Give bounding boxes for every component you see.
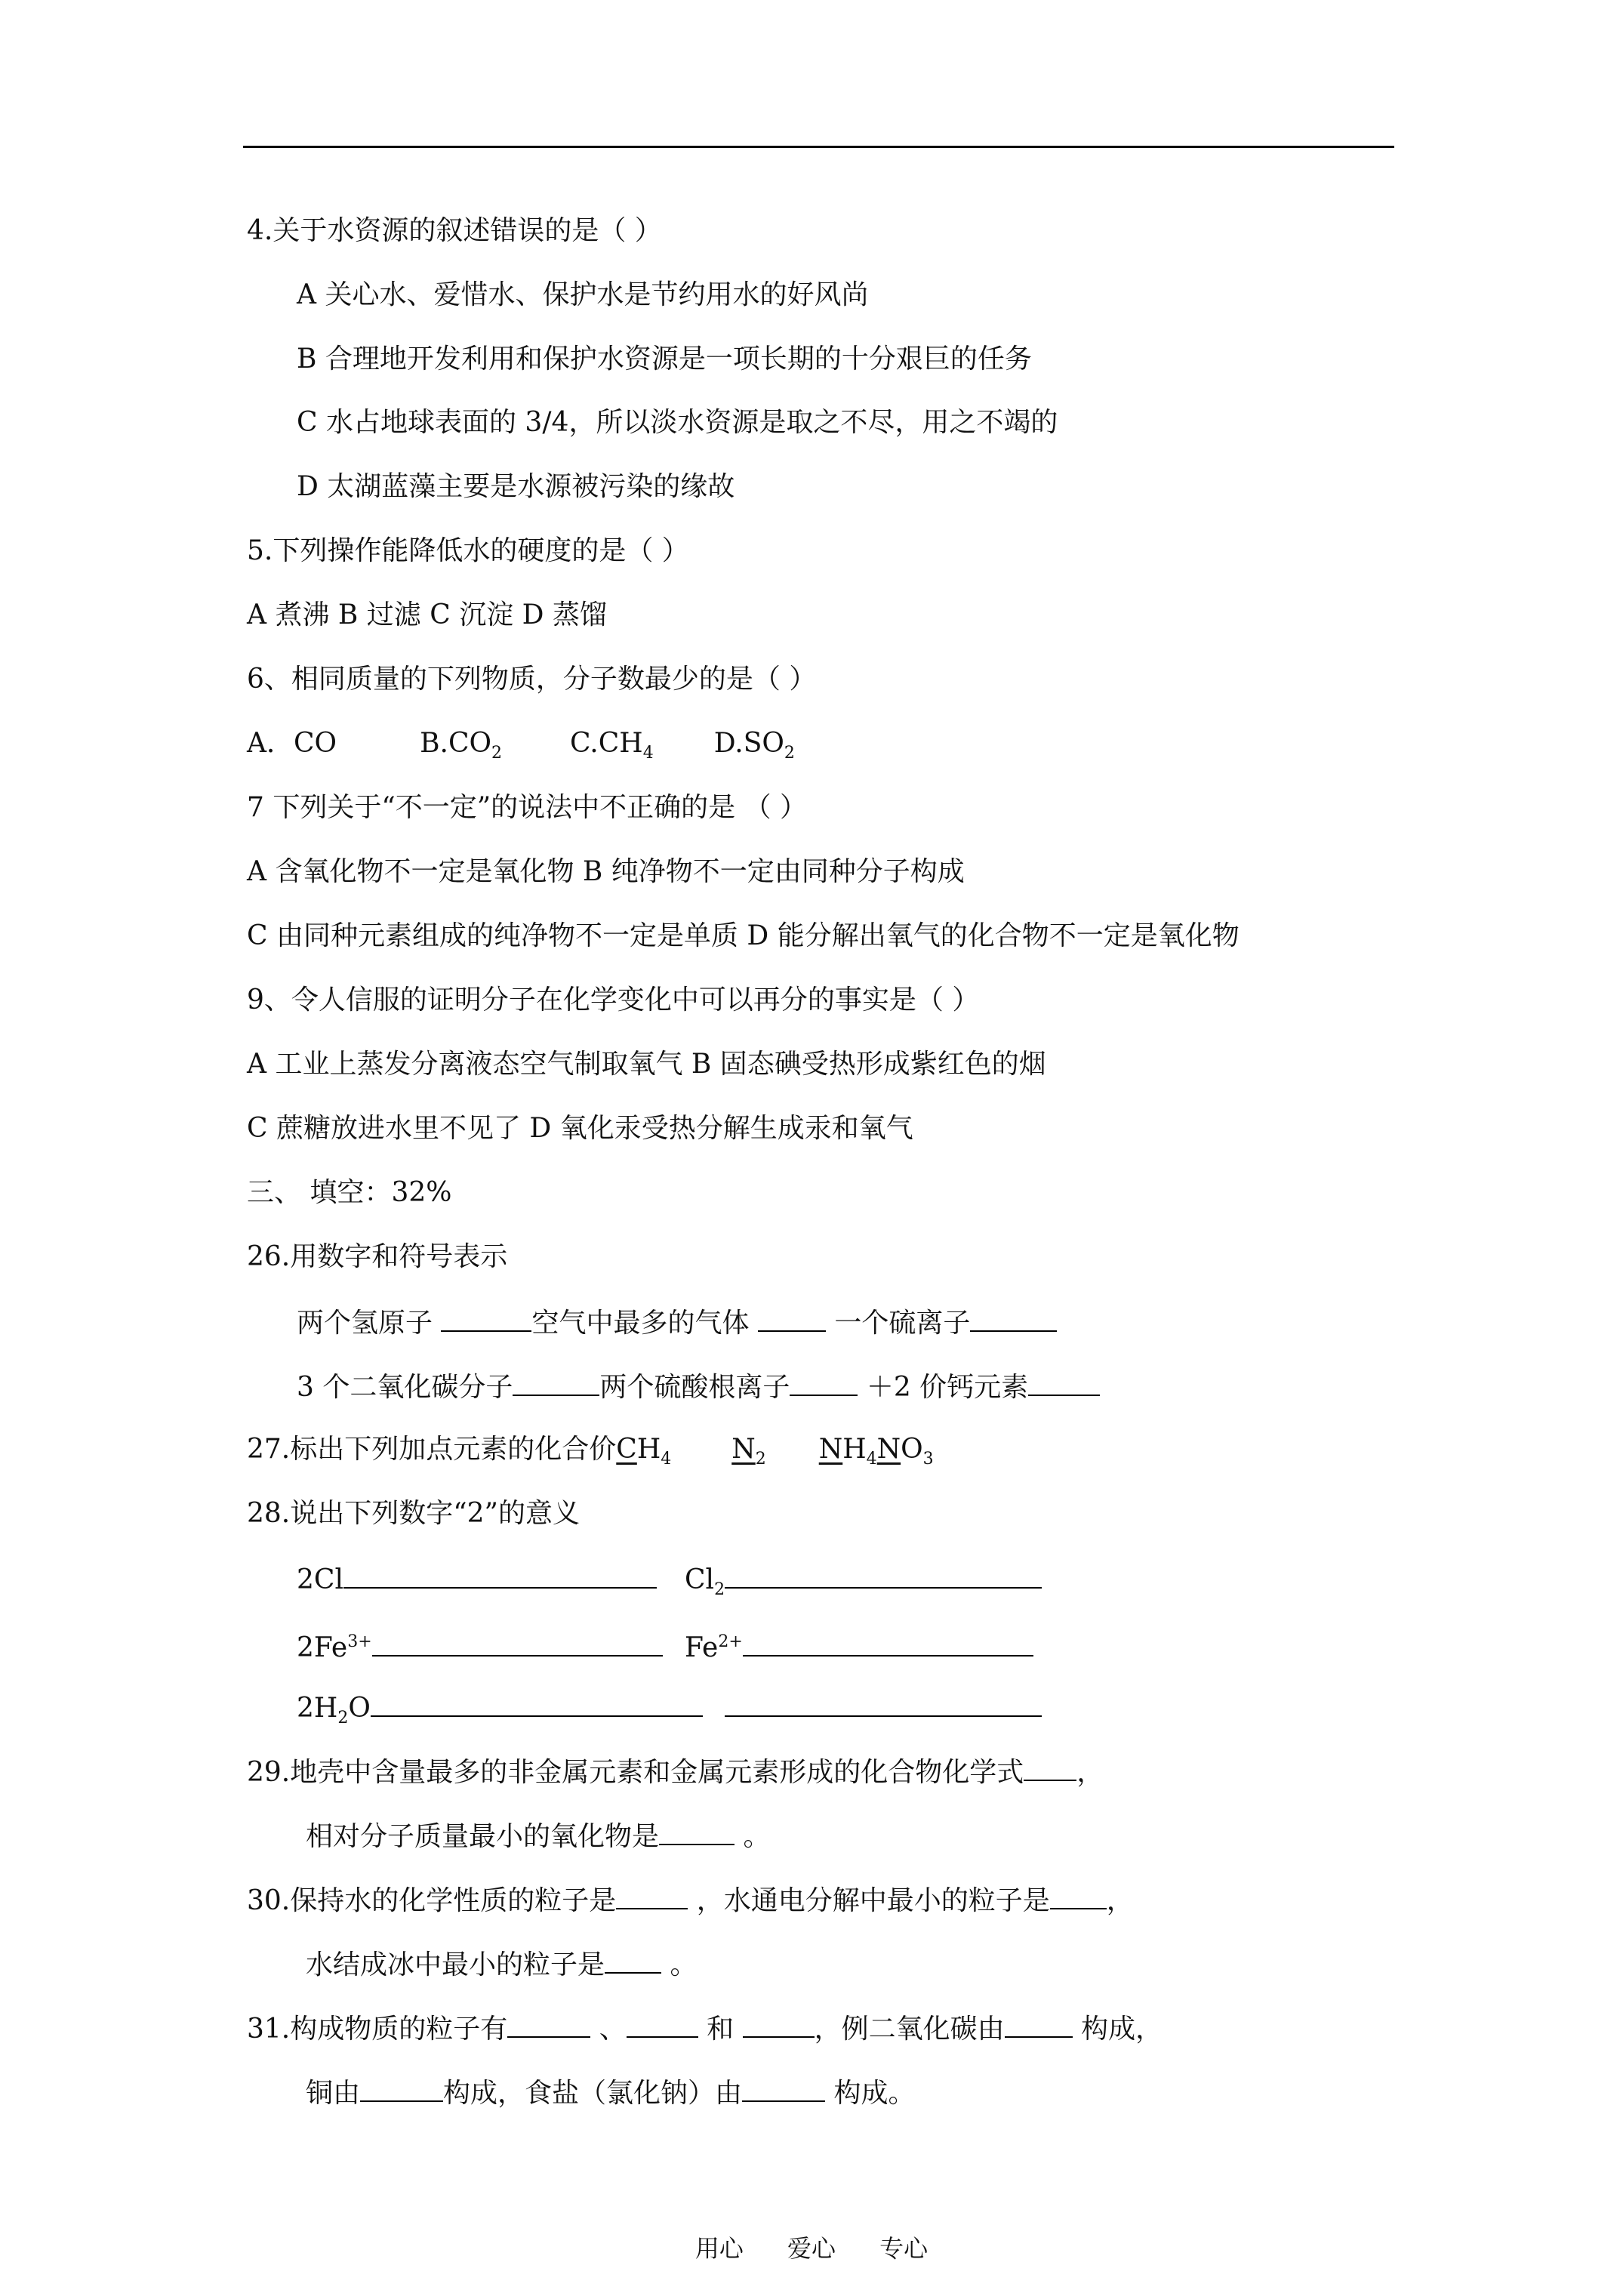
answer-blank[interactable] (742, 2075, 825, 2102)
q28-row2-left: $2Fe^{3+}$ (297, 1626, 663, 1665)
answer-blank[interactable] (372, 1629, 663, 1657)
q30-line1: 30.保持水的化学性质的粒子是 ，水通电分解中最小的粒子是 ， (247, 1882, 1134, 1918)
q4-option-b: B 合理地开发利用和保护水资源是一项长期的十分艰巨的任务 (297, 344, 1032, 374)
q30-line2: 水结成冰中最小的粒子是 。 (306, 1946, 697, 1982)
q6-options (247, 727, 795, 770)
answer-blank[interactable] (970, 1305, 1057, 1332)
q28-row1-left: 2Cl (297, 1561, 657, 1597)
q4-stem: 4.关于水资源的叙述错误的是（ ） (247, 215, 662, 246)
answer-blank[interactable] (1024, 1754, 1076, 1781)
q5-options: A 煮沸 B 过滤 C 沉淀 D 蒸馏 (247, 599, 607, 630)
answer-blank[interactable] (743, 1629, 1033, 1657)
q9-options-cd: C 蔗糖放进水里不见了 D 氧化汞受热分解生成汞和氧气 (247, 1113, 913, 1144)
answer-blank[interactable] (627, 2011, 698, 2038)
answer-blank[interactable] (507, 2011, 590, 2038)
q27: 27.标出下列加点元素的化合价$CH_4$ $N_2$ $NH_4NO_3$ (247, 1434, 934, 1469)
q28-row1-right: $Cl_2$ (685, 1561, 1042, 1607)
answer-blank[interactable] (725, 1690, 1042, 1717)
section-title: 三、 填空：32% (247, 1177, 452, 1208)
answer-blank[interactable] (790, 1369, 858, 1396)
answer-blank[interactable] (725, 1561, 1042, 1589)
answer-blank[interactable] (1028, 1369, 1100, 1396)
answer-blank[interactable] (605, 1946, 661, 1974)
header-rule (243, 146, 1394, 148)
formula-nh4no3: $NH_4NO_3$ (818, 1434, 934, 1469)
q29-line2: 相对分子质量最小的氧化物是 。 (306, 1818, 770, 1854)
q9-stem: 9、令人信服的证明分子在化学变化中可以再分的事实是（ ） (247, 985, 980, 1015)
q7-options-ab: A 含氧化物不一定是氧化物 B 纯净物不一定由同种分子构成 (247, 856, 965, 887)
q28-row3-right (725, 1690, 1042, 1725)
answer-blank[interactable] (616, 1882, 688, 1909)
formula-ch4: $CH_4$ (616, 1434, 672, 1469)
answer-blank[interactable] (343, 1561, 657, 1589)
q9-options-ab: A 工业上蒸发分离液态空气制取氧气 B 固态碘受热形成紫红色的烟 (247, 1049, 1046, 1080)
q6-stem: 6、相同质量的下列物质，分子数最少的是（ ） (247, 664, 817, 695)
answer-blank[interactable] (1005, 2011, 1073, 2038)
q4-option-c: C 水占地球表面的 3/4，所以淡水资源是取之不尽，用之不竭的 (297, 407, 1058, 438)
q28-stem: 28.说出下列数字“2”的意义 (247, 1498, 580, 1529)
q28-row3-left: $2H_2O$ (297, 1690, 703, 1735)
answer-blank[interactable] (1050, 1882, 1107, 1909)
q6-option-d: $D.SO_2$ (713, 728, 795, 763)
page-footer: 用心 爱心 专心 (694, 2234, 929, 2263)
answer-blank[interactable] (513, 1369, 599, 1396)
q7-options-cd: C 由同种元素组成的纯净物不一定是单质 D 能分解出氧气的化合物不一定是氧化物 (247, 920, 1240, 951)
q31-line1: 31.构成物质的粒子有 、 和 ，例二氧化碳由 构成， (247, 2011, 1163, 2046)
q6-option-b: $B.CO_2$ (420, 728, 503, 763)
q4-option-d: D 太湖蓝藻主要是水源被污染的缘故 (297, 471, 735, 502)
q28-row2-right: $Fe^{2+}$ (685, 1626, 1033, 1665)
q26-row2: 3 个二氧化碳分子 两个硫酸根离子 ＋2 价钙元素 (297, 1369, 1100, 1404)
q26-stem: 26.用数字和符号表示 (247, 1241, 508, 1272)
q31-line2: 铜由 构成，食盐（氯化钠）由 构成。 (306, 2075, 915, 2110)
q4-option-a: A 关心水、爱惜水、保护水是节约用水的好风尚 (297, 279, 869, 310)
answer-blank[interactable] (360, 2075, 443, 2102)
q6-option-a: A．CO (247, 728, 337, 759)
formula-n2: $N_2$ (731, 1434, 766, 1469)
q5-stem: 5.下列操作能降低水的硬度的是（ ） (247, 535, 689, 566)
q6-option-c: $C.CH_4$ (570, 728, 654, 763)
answer-blank[interactable] (371, 1690, 703, 1717)
answer-blank[interactable] (758, 1305, 826, 1332)
answer-blank[interactable] (441, 1305, 531, 1332)
answer-blank[interactable] (659, 1818, 735, 1845)
answer-blank[interactable] (743, 2011, 815, 2038)
q26-row1: 两个氢原子 空气中最多的气体 一个硫离子 (297, 1305, 1057, 1340)
q7-stem: 7 下列关于“不一定”的说法中不正确的是 （ ） (247, 792, 808, 823)
q29-line1: 29.地壳中含量最多的非金属元素和金属元素形成的化合物化学式 ， (247, 1754, 1104, 1789)
